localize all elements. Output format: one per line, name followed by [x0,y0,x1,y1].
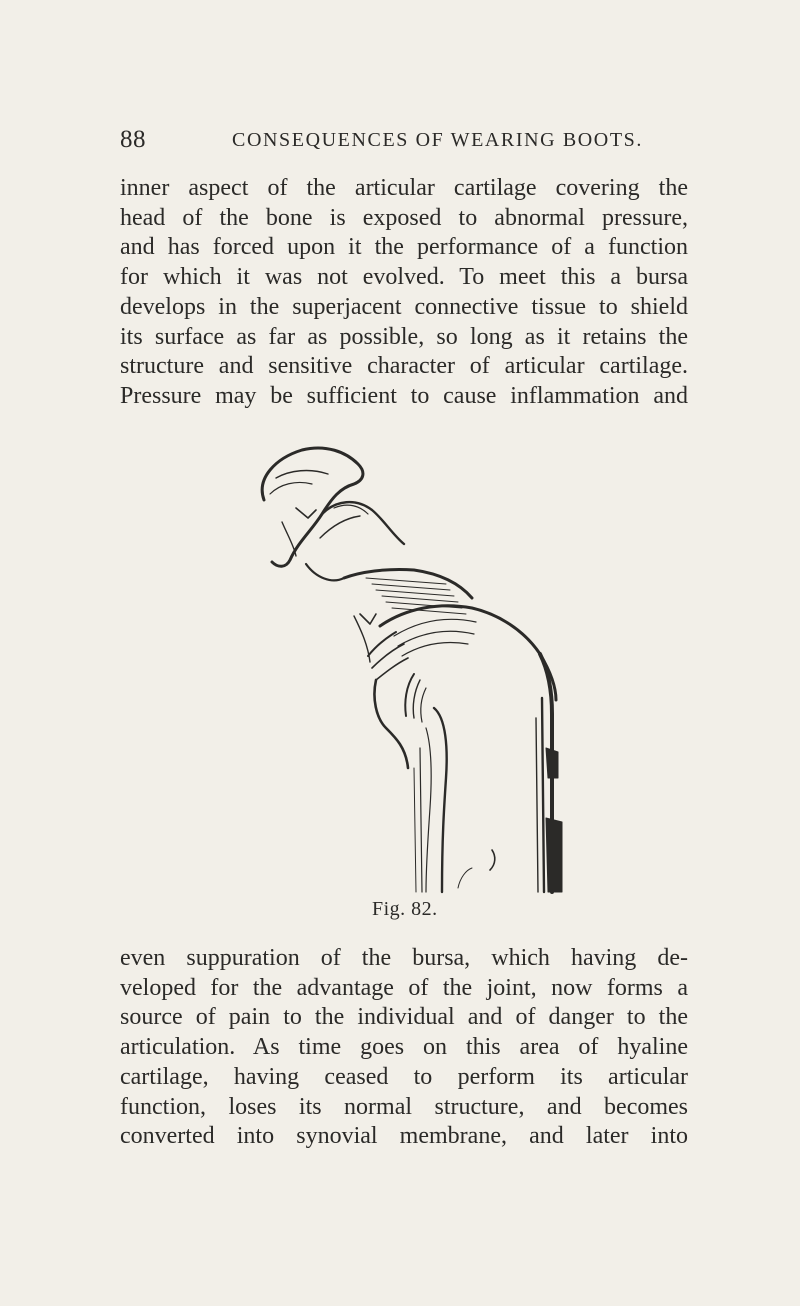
running-title: CONSEQUENCES OF WEARING BOOTS. [232,129,643,151]
text-line: structure and sensitive character of articular cartilage. [120,353,688,380]
text-line: cartilage, having ceased to perform its articular [120,1063,688,1090]
text-line: converted into synovial membrane, and later into [120,1123,688,1150]
text-line: inner aspect of the articular cartilage covering the [120,175,688,201]
page-number: 88 [120,126,146,153]
text-line: even suppuration of the bursa, which having de- [120,945,688,971]
text-line: veloped for the advantage of the joint, now forms a [120,974,688,1001]
running-head [120,126,700,156]
text-line: articulation. As time goes on this area of hyaline [120,1034,688,1061]
text-line: function, loses its normal structure, and becomes [120,1093,688,1120]
figure-caption: Fig. 82. [372,898,438,920]
paragraph-top [120,174,688,412]
text-line: source of pain to the individual and of danger to the [120,1004,688,1031]
text-line: and has forced upon it the performance of a function [120,234,688,261]
text-line: for which it was not evolved. To meet this a bursa [120,264,688,291]
text-line: develops in the superjacent connective tissue to shield [120,293,688,320]
text-line: Pressure may be sufficient to cause inflammation and [120,382,688,409]
paragraph-bottom [120,944,688,1152]
figure-bone-illustration [236,418,580,894]
bone-illustration [236,418,580,894]
text-line: head of the bone is exposed to abnormal pressure, [120,204,688,231]
text-line: its surface as far as possible, so long as it retains the [120,323,688,350]
